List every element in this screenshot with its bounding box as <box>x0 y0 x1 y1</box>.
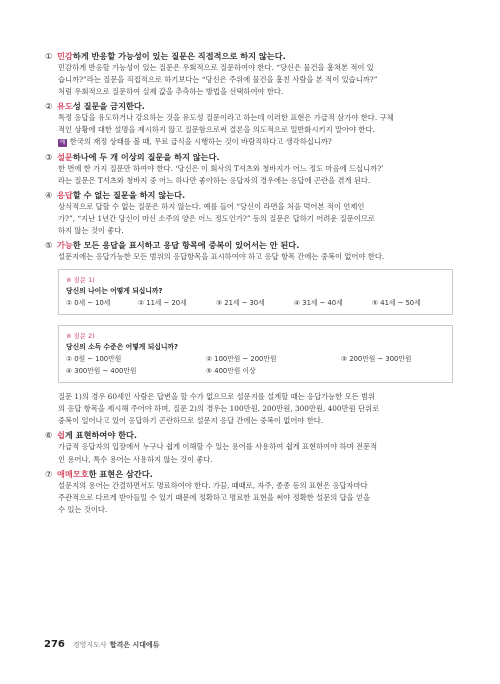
option: ⑤ 41세 ~ 50세 <box>372 299 421 308</box>
body-line: 한 번에 한 가지 질문만 하여야 한다. ‘당신은 이 회사의 T셔츠와 청바지가 어느 정도 마음에 드십니까?’ <box>58 163 384 173</box>
option: ① 0세 ~ 10세 <box>66 299 111 308</box>
body-line: 질문 1)의 경우 60세인 사람은 답변을 할 수가 없으므로 설문지를 설계할 때는 응답가능한 모든 범위 <box>58 392 376 402</box>
body-line: 습니까?”라는 질문을 직접적으로 하기보다는 “당신은 주위에 물건을 훔친 사람을 본 적이 있습니까?” <box>58 75 378 85</box>
body-line: 가급적 응답자의 입장에서 누구나 쉽게 이해할 수 있는 용어를 사용하여 쉽게 표현하여야 하며 전문적 <box>58 442 378 452</box>
body-line: 중복이 일어나고 있어 응답하기 곤란하므로 설문지 응답 간에는 중복이 없어야 한다. <box>58 416 324 426</box>
section-6 <box>45 429 455 465</box>
body-line: 의 응답 항목을 제시해 주어야 하며, 질문 2)의 경우는 100만원, 200만원, 300만원, 400만원 단위로 <box>58 404 380 414</box>
heading-text: 성 질문을 금지한다. <box>72 101 145 112</box>
body-line: 민감하게 반응할 가능성이 있는 질문은 우회적으로 질문하여야 한다. “당신은 물건을 훔쳐본 적이 있 <box>58 63 374 72</box>
example-text: 한국의 재정 상태를 볼 때, 무료 급식을 시행하는 것이 바람직하다고 생각하십니까? <box>69 137 332 147</box>
section-7 <box>45 468 455 516</box>
body-line: 가?”, “지난 1년간 당신이 마신 소주의 양은 어느 정도인가?” 등의 질문은 답하기 어려운 질문이므로 <box>58 213 375 223</box>
item-number: ⑤ <box>45 240 53 251</box>
rule-heading <box>45 100 455 112</box>
example-badge: 예 <box>59 139 66 147</box>
item-number: ① <box>45 51 53 61</box>
option: ③ 200만원 ~ 300만원 <box>341 355 412 364</box>
question-box-1 <box>58 269 453 315</box>
section-3 <box>45 151 455 187</box>
example-line <box>58 136 455 148</box>
option-row <box>66 297 445 309</box>
question-title: ※ 질문 1) <box>66 276 95 285</box>
highlight-text: 가능 <box>57 240 73 251</box>
heading-text: 하나에 두 개 이상의 질문을 하지 않는다. <box>72 151 220 162</box>
body-line: 인 용어나, 특수 용어는 사용하지 않는 것이 좋다. <box>58 454 213 464</box>
highlight-text: 설문 <box>57 151 73 162</box>
option: ⑤ 400만원 이상 <box>206 367 256 376</box>
content <box>45 50 455 516</box>
body-line: 주관적으로 다르게 받아들일 수 있기 때문에 정확하고 명료한 표현을 써야 정확한 설문의 답을 얻을 <box>58 492 371 502</box>
question-box-2 <box>58 325 453 383</box>
section-2 <box>45 100 455 148</box>
page-footer <box>44 639 159 650</box>
body-line: 설문지의 용어는 간결하면서도 명료하여야 한다. 가끔, 때때로, 자주, 종종 등의 표현은 응답자마다 <box>58 480 368 490</box>
body-line: 설문지에는 응답가능한 모든 범위의 응답항목을 표시하여야 하고 응답 항목 간에는 중복이 없어야 한다. <box>58 252 385 262</box>
rule-heading <box>45 189 455 201</box>
body-line: 하지 않는 것이 좋다. <box>58 225 124 235</box>
body-line: 처럼 우회적으로 질문하여 실제 값을 추측하는 방법을 선택하여야 한다. <box>58 87 284 97</box>
option-row <box>66 365 445 377</box>
rule-heading <box>45 468 455 480</box>
highlight-text: 유도 <box>57 101 73 112</box>
highlight-text: 민감 <box>57 51 73 61</box>
option-row <box>66 353 445 365</box>
section-1 <box>45 50 455 98</box>
heading-text: 하게 반응할 가능성이 있는 질문은 직접적으로 하지 않는다. <box>72 51 286 61</box>
body-line: 라는 질문은 T셔츠와 청바지 중 어느 하나만 좋아하는 응답자의 경우에는 응답에 곤란을 겪게 된다. <box>58 175 371 185</box>
item-number: ⑥ <box>45 430 53 441</box>
question-text: 당신의 소득 수준은 어떻게 되십니까? <box>66 343 178 352</box>
question-text: 당신의 나이는 어떻게 되십니까? <box>66 287 163 296</box>
rule-heading <box>45 151 455 163</box>
body-line: 특정 응답을 유도하거나 강요하는 것을 유도성 질문이라고 하는데 이러한 표현은 가급적 삼가야 한다. 구체 <box>58 113 394 123</box>
book-title: 경영지도사 <box>72 641 107 649</box>
option: ② 11세 ~ 20세 <box>138 299 187 308</box>
item-number: ⑦ <box>45 468 53 479</box>
option: ① 0원 ~ 100만원 <box>66 355 122 364</box>
heading-text: 할 수 없는 질문을 하지 않는다. <box>72 189 186 200</box>
highlight-text: 응답 <box>57 189 73 200</box>
section-4 <box>45 189 455 237</box>
page-number: 276 <box>44 639 65 650</box>
heading-text: 한 표현은 삼간다. <box>88 468 153 479</box>
body-line: 수 있는 것이다. <box>58 504 108 514</box>
body-line: 적인 상황에 대한 설명을 제시하지 않고 질문함으로써 결론을 의도적으로 일반화시키지 말아야 한다. <box>58 125 375 135</box>
question-title: ※ 질문 2) <box>66 332 95 341</box>
rule-heading <box>45 239 455 251</box>
explanation <box>45 391 455 427</box>
rule-heading <box>45 429 455 441</box>
rule-heading <box>45 50 455 62</box>
section-5 <box>45 239 455 263</box>
highlight-text: 쉽 <box>57 430 65 441</box>
body-line: 상식적으로 답할 수 없는 질문은 하지 않는다. 예를 들어 “당신이 라면을 처음 먹어본 적이 언제인 <box>58 201 365 211</box>
option: ④ 300만원 ~ 400만원 <box>66 367 137 376</box>
item-number: ③ <box>45 151 53 162</box>
heading-text: 게 표현하여야 한다. <box>64 430 138 441</box>
option: ③ 21세 ~ 30세 <box>216 299 265 308</box>
heading-text: 한 모든 응답을 표시하고 응답 항목에 중복이 있어서는 안 된다. <box>72 240 300 251</box>
highlight-text: 애매모호 <box>57 468 89 479</box>
item-number: ② <box>45 101 53 112</box>
option: ④ 31세 ~ 40세 <box>294 299 343 308</box>
publisher-name: 합격은 시대에듀 <box>109 641 160 649</box>
option: ② 100만원 ~ 200만원 <box>206 355 277 364</box>
item-number: ④ <box>45 189 53 200</box>
